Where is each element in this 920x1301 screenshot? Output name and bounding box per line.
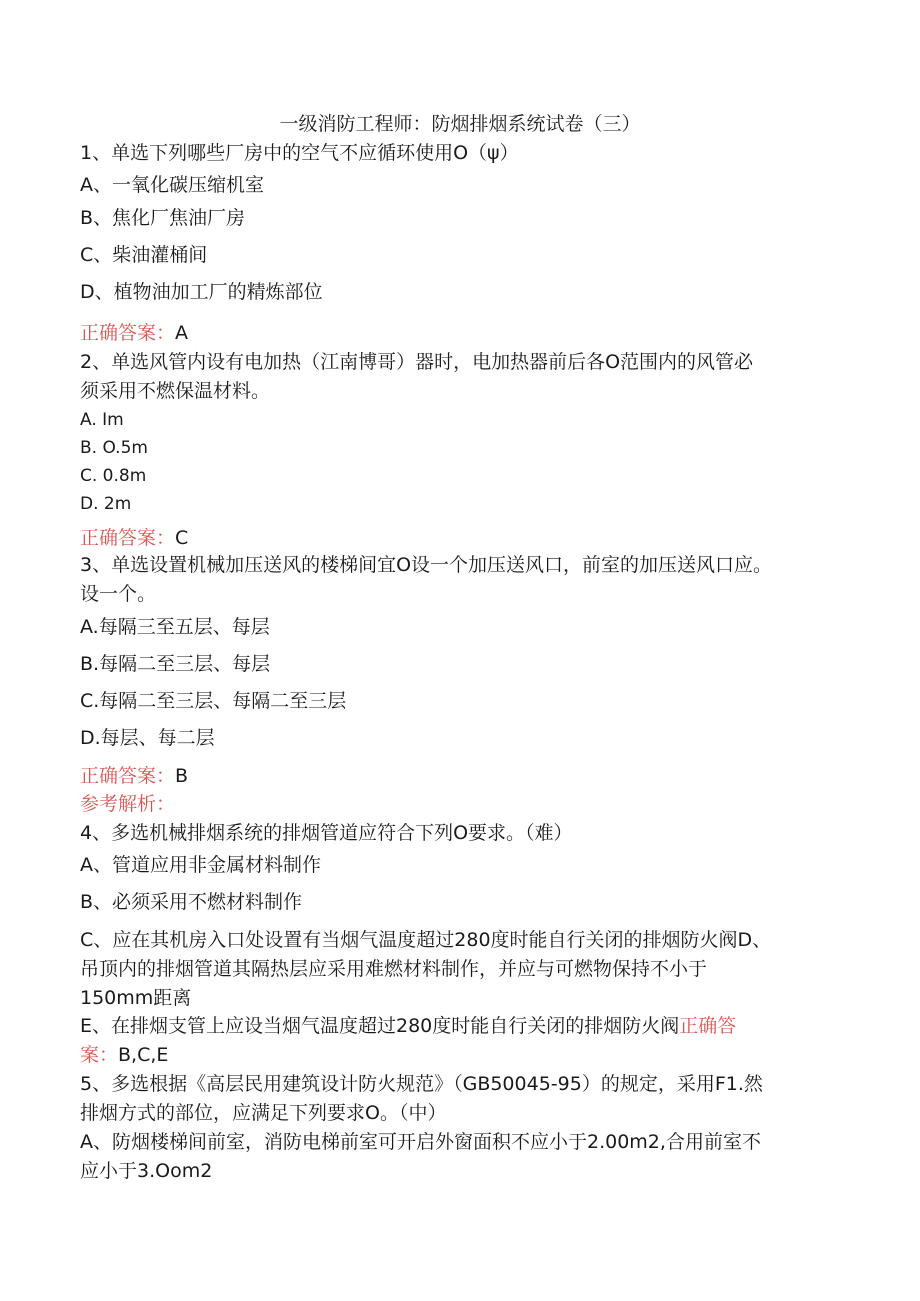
question-2-answer <box>80 524 188 552</box>
question-1-answer <box>80 319 188 347</box>
question-2-option-c: C. 0.8m <box>80 466 147 486</box>
question-1-stem: 1、单选下列哪些厂房中的空气不应循环使用O（ψ） <box>80 142 519 164</box>
question-2-option-a: A. Im <box>80 410 124 430</box>
question-4-answer <box>80 1041 168 1069</box>
answer-label: 正确答案： <box>80 765 176 787</box>
question-1-option-c: C、柴油灌桶间 <box>80 244 208 266</box>
question-1-option-a: A、一氧化碳压缩机室 <box>80 174 264 196</box>
answer-value: B,C,E <box>118 1044 169 1066</box>
question-4-option-b: B、必须采用不燃材料制作 <box>80 891 303 913</box>
question-3-stem-line-1: 3、单选设置机械加压送风的楼梯间宜O设一个加压送风口，前室的加压送风口应。 <box>80 554 773 576</box>
question-3-stem-line-2: 设一个。 <box>80 583 157 605</box>
answer-value: C <box>175 527 189 549</box>
question-1-option-d: D、植物油加工厂的精炼部位 <box>80 281 323 303</box>
question-4-option-c-d-line-1: C、应在其机房入口处设置有当烟气温度超过280度时能自行关闭的排烟防火阀D、 <box>80 929 772 951</box>
answer-value: B <box>175 765 189 787</box>
answer-label-part-1: 正确答 <box>679 1015 737 1037</box>
answer-label: 正确答案： <box>80 527 176 549</box>
question-3-answer <box>80 762 188 790</box>
question-5-stem-line-2: 排烟方式的部位，应满足下列要求O。（中） <box>80 1102 447 1124</box>
question-4-option-e <box>80 1012 736 1040</box>
question-3-analysis-label: 参考解析： <box>80 793 176 815</box>
question-3-option-d: D.每层、每二层 <box>80 727 215 749</box>
answer-value: A <box>175 322 189 344</box>
question-4-option-a: A、管道应用非金属材料制作 <box>80 854 321 876</box>
option-e-text: E、在排烟支管上应设当烟气温度超过280度时能自行关闭的排烟防火阀 <box>80 1015 680 1037</box>
question-2-stem-line-1: 2、单选风管内设有电加热（江南博哥）器时，电加热器前后各O范围内的风管必 <box>80 351 754 373</box>
question-2-option-d: D. 2m <box>80 494 132 514</box>
answer-label: 正确答案： <box>80 322 176 344</box>
question-4-stem: 4、多选机械排烟系统的排烟管道应符合下列O要求。（难） <box>80 822 573 844</box>
question-4-option-d-line-3: 150mm距离 <box>80 987 192 1009</box>
question-2-stem-line-2: 须采用不燃保温材料。 <box>80 380 271 402</box>
question-3-option-b: B.每隔二至三层、每层 <box>80 653 271 675</box>
question-5-option-a-line-1: A、防烟楼梯间前室，消防电梯前室可开启外窗面积不应小于2.00m2,合用前室不 <box>80 1131 761 1153</box>
question-4-option-d-line-2: 吊顶内的排烟管道其隔热层应采用难燃材料制作，并应与可燃物保持不小于 <box>80 958 708 980</box>
question-2-option-b: B. O.5m <box>80 438 148 458</box>
question-5-option-a-line-2: 应小于3.Oom2 <box>80 1160 213 1182</box>
question-1-option-b: B、焦化厂焦油厂房 <box>80 207 246 229</box>
answer-label-part-2: 案： <box>80 1044 119 1066</box>
question-3-option-a: A.每隔三至五层、每层 <box>80 616 270 638</box>
question-3-option-c: C.每隔二至三层、每隔二至三层 <box>80 690 347 712</box>
page-title: 一级消防工程师：防烟排烟系统试卷（三） <box>279 113 641 135</box>
question-5-stem-line-1: 5、多选根据《高层民用建筑设计防火规范》（GB50045-95）的规定，采用F1.然 <box>80 1073 763 1095</box>
